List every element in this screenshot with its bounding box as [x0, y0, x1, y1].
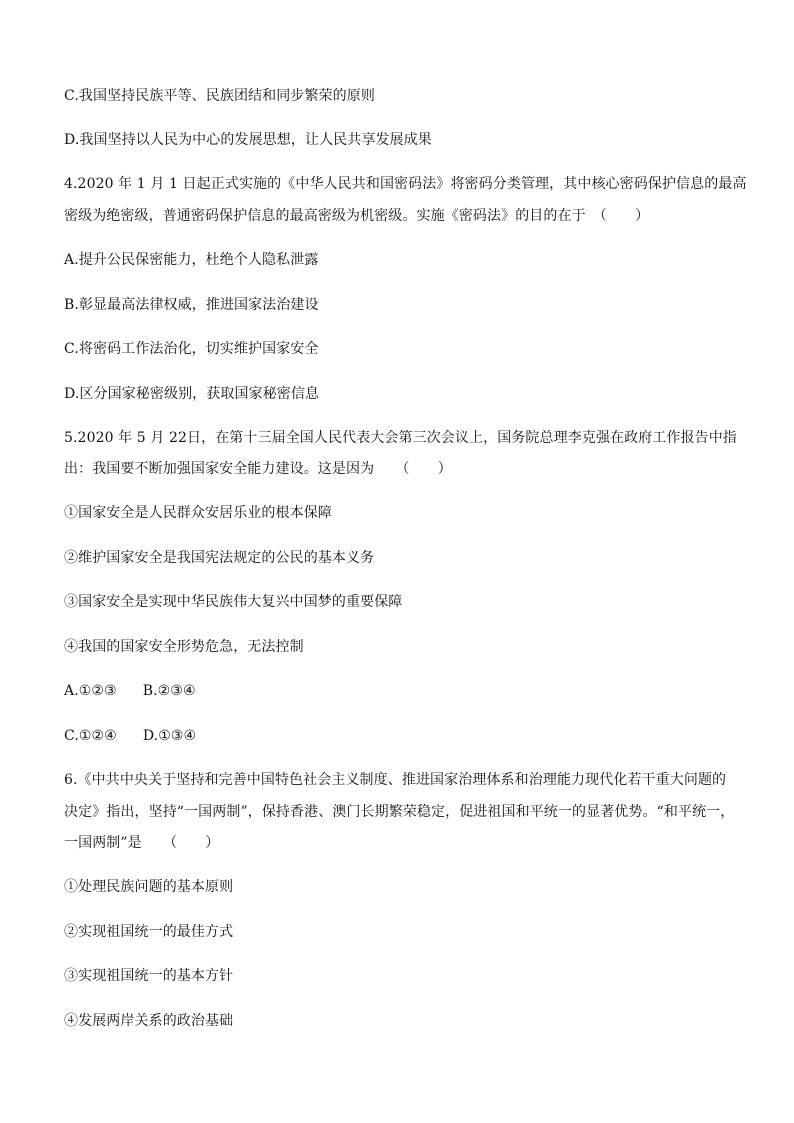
option-b-q5: B.②③④ — [142, 683, 196, 699]
question-4-line-1: 4.2020 年 1 月 1 日起正式实施的《中华人民共和国密码法》将密码分类管理，其中核心密码保护信息的最高 — [64, 176, 747, 192]
option-a-q4: A.提升公民保密能力，杜绝个人隐私泄露 — [64, 252, 319, 268]
statement-4-q5: ④我国的国家安全形势危急，无法控制 — [64, 639, 304, 655]
option-d-q4: D.区分国家秘密级别，获取国家秘密信息 — [64, 386, 320, 402]
options-row-cd-q5 — [64, 726, 196, 746]
question-4-line-2: 密级为绝密级，普通密码保护信息的最高密级为机密级。实施《密码法》的目的在于 （ ） — [64, 208, 650, 224]
option-d-q5: D.①③④ — [142, 728, 197, 744]
option-d-q3: D.我国坚持以人民为中心的发展思想，让人民共享发展成果 — [64, 132, 432, 148]
option-b-q4: B.彰显最高法律权威，推进国家法治建设 — [64, 297, 319, 313]
option-c-q4: C.将密码工作法治化，切实维护国家安全 — [64, 341, 319, 357]
question-6-line-2: 决定》指出，坚持“一国两制”，保持香港、澳门长期繁荣稳定，促进祖国和平统一的显著优势。“和平统一， — [64, 804, 735, 820]
question-5-line-1: 5.2020 年 5 月 22日，在第十三届全国人民代表大会第三次会议上，国务院总理李克强在政府工作报告中指 — [64, 430, 737, 446]
statement-2-q6: ②实现祖国统一的最佳方式 — [64, 924, 234, 940]
question-5-line-2: 出：我国要不断加强国家安全能力建设。这是因为 （ ） — [64, 461, 452, 477]
statement-3-q5: ③国家安全是实现中华民族伟大复兴中国梦的重要保障 — [64, 594, 403, 610]
statement-4-q6: ④发展两岸关系的政治基础 — [64, 1013, 234, 1029]
statement-1-q6: ①处理民族问题的基本原则 — [64, 879, 234, 895]
option-c-q5: C.①②④ — [64, 728, 117, 744]
statement-3-q6: ③实现祖国统一的基本方针 — [64, 968, 234, 984]
statement-2-q5: ②维护国家安全是我国宪法规定的公民的基本义务 — [64, 550, 375, 566]
option-c-q3: C.我国坚持民族平等、民族团结和同步繁荣的原则 — [64, 88, 375, 104]
option-a-q5: A.①②③ — [64, 683, 117, 699]
options-row-ab-q5 — [64, 681, 196, 701]
question-6-line-1: 6.《中共中央关于坚持和完善中国特色社会主义制度、推进国家治理体系和治理能力现代化若干重大问题的 — [64, 772, 727, 788]
statement-1-q5: ①国家安全是人民群众安居乐业的根本保障 — [64, 505, 332, 521]
question-6-line-3: 一国两制”是 （ ） — [64, 835, 220, 851]
